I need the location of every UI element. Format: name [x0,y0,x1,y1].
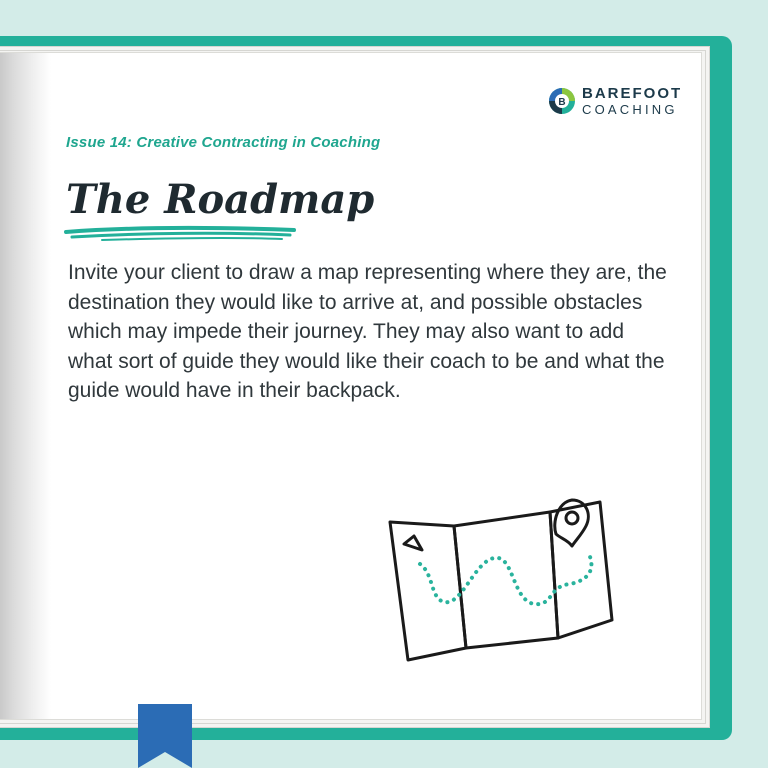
logo-name-line1: BAREFOOT [582,85,683,102]
body-paragraph: Invite your client to draw a map representing where they are, the destination they would like to arrive at, and possible obstacles which may impede their journey. They may also want to add what sort of guide they would like their coach to be and what the guide would have in their backpack. [68,261,667,402]
logo-name-line2: COACHING [582,102,678,117]
bookmark-ribbon [136,704,194,768]
barefoot-coaching-logo [548,86,682,116]
page-gutter-shadow [0,53,51,719]
logo-letter: B [558,97,566,108]
title-underline-brushstroke [62,224,298,244]
issue-label: Issue 14: Creative Contracting in Coaching [66,134,381,151]
page-title: The Roadmap [66,176,375,223]
folded-map-with-route-icon [382,488,622,668]
barefoot-logo-icon [548,87,576,115]
